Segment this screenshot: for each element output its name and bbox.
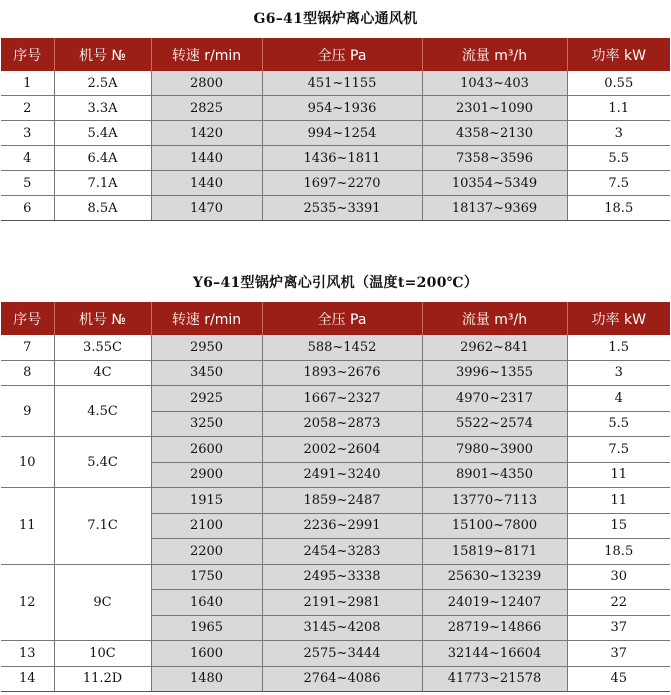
table-row [1,488,670,514]
cell-col-pressure: 588~1452 [262,335,422,360]
cell-col-model: 3.55C [54,335,151,360]
cell-col-no: 11 [1,488,54,565]
cell-col-no: 7 [1,335,54,360]
cell-col-no: 8 [1,360,54,386]
cell-col-pressure: 451~1155 [262,71,422,96]
cell-col-pressure: 1667~2327 [262,386,422,412]
cell-col-pressure: 2002~2604 [262,437,422,463]
cell-col-power: 3 [567,360,670,386]
cell-col-model: 10C [54,641,151,667]
cell-col-pressure: 1697~2270 [262,171,422,196]
cell-col-no: 1 [1,71,54,96]
cell-col-flow: 28719~14866 [422,615,567,641]
cell-col-no: 3 [1,121,54,146]
cell-col-speed: 3450 [151,360,262,386]
table2-title: Y6–41型锅炉离心引风机（温度t=200℃） [192,275,479,291]
header-col-power: 功率 kW [567,302,670,335]
cell-col-pressure: 1893~2676 [262,360,422,386]
cell-col-model: 5.4C [54,437,151,488]
cell-col-model: 5.4A [54,121,151,146]
cell-col-no: 10 [1,437,54,488]
cell-col-pressure: 2764~4086 [262,666,422,692]
cell-col-pressure: 2491~3240 [262,462,422,488]
table-row [1,96,670,121]
cell-col-flow: 24019~12407 [422,590,567,616]
cell-col-speed: 2100 [151,513,262,539]
cell-col-pressure: 1436~1811 [262,146,422,171]
cell-col-power: 1.1 [567,96,670,121]
table-row [1,121,670,146]
table-row [1,386,670,412]
cell-col-speed: 3250 [151,411,262,437]
g6-41-table [1,38,670,221]
header-col-no: 序号 [1,302,54,335]
table-row [1,641,670,667]
cell-col-speed: 2925 [151,386,262,412]
cell-col-model: 2.5A [54,71,151,96]
header-col-pressure: 全压 Pa [262,38,422,71]
cell-col-power: 4 [567,386,670,412]
table-row [1,666,670,692]
cell-col-flow: 32144~16604 [422,641,567,667]
header-col-power: 功率 kW [567,38,670,71]
cell-col-flow: 18137~9369 [422,196,567,221]
cell-col-speed: 1915 [151,488,262,514]
cell-col-flow: 4970~2317 [422,386,567,412]
y6-41-table [1,302,670,692]
cell-col-flow: 7980~3900 [422,437,567,463]
cell-col-power: 5.5 [567,146,670,171]
cell-col-flow: 41773~21578 [422,666,567,692]
cell-col-speed: 2950 [151,335,262,360]
cell-col-speed: 1420 [151,121,262,146]
cell-col-pressure: 3145~4208 [262,615,422,641]
table1-header-row [1,38,670,71]
cell-col-flow: 7358~3596 [422,146,567,171]
cell-col-no: 13 [1,641,54,667]
cell-col-flow: 25630~13239 [422,564,567,590]
cell-col-flow: 15100~7800 [422,513,567,539]
cell-col-pressure: 2191~2981 [262,590,422,616]
cell-col-speed: 2800 [151,71,262,96]
cell-col-power: 18.5 [567,196,670,221]
cell-col-power: 37 [567,615,670,641]
cell-col-power: 7.5 [567,437,670,463]
header-col-pressure: 全压 Pa [262,302,422,335]
header-col-flow: 流量 m³/h [422,38,567,71]
cell-col-speed: 1440 [151,146,262,171]
table-row [1,196,670,221]
cell-col-power: 30 [567,564,670,590]
header-col-no: 序号 [1,38,54,71]
cell-col-no: 2 [1,96,54,121]
cell-col-pressure: 994~1254 [262,121,422,146]
cell-col-pressure: 2236~2991 [262,513,422,539]
cell-col-model: 3.3A [54,96,151,121]
cell-col-pressure: 2535~3391 [262,196,422,221]
cell-col-flow: 8901~4350 [422,462,567,488]
cell-col-speed: 2200 [151,539,262,565]
cell-col-flow: 13770~7113 [422,488,567,514]
cell-col-power: 1.5 [567,335,670,360]
cell-col-flow: 2301~1090 [422,96,567,121]
cell-col-speed: 1750 [151,564,262,590]
table-row [1,71,670,96]
cell-col-flow: 3996~1355 [422,360,567,386]
cell-col-model: 6.4A [54,146,151,171]
cell-col-pressure: 2058~2873 [262,411,422,437]
header-col-model: 机号 № [54,38,151,71]
cell-col-flow: 15819~8171 [422,539,567,565]
cell-col-power: 0.55 [567,71,670,96]
header-col-model: 机号 № [54,302,151,335]
cell-col-pressure: 2575~3444 [262,641,422,667]
cell-col-speed: 1600 [151,641,262,667]
cell-col-speed: 1440 [151,171,262,196]
cell-col-flow: 1043~403 [422,71,567,96]
cell-col-pressure: 1859~2487 [262,488,422,514]
cell-col-power: 11 [567,462,670,488]
cell-col-model: 11.2D [54,666,151,692]
cell-col-power: 3 [567,121,670,146]
cell-col-flow: 5522~2574 [422,411,567,437]
cell-col-model: 7.1C [54,488,151,565]
cell-col-no: 5 [1,171,54,196]
header-col-speed: 转速 r/min [151,38,262,71]
cell-col-power: 5.5 [567,411,670,437]
cell-col-no: 4 [1,146,54,171]
cell-col-no: 12 [1,564,54,641]
cell-col-speed: 2600 [151,437,262,463]
cell-col-flow: 4358~2130 [422,121,567,146]
cell-col-speed: 2900 [151,462,262,488]
cell-col-power: 45 [567,666,670,692]
table-row [1,564,670,590]
table-row [1,146,670,171]
cell-col-flow: 10354~5349 [422,171,567,196]
table1-title: G6–41型锅炉离心通风机 [253,11,418,27]
cell-col-pressure: 954~1936 [262,96,422,121]
cell-col-no: 6 [1,196,54,221]
cell-col-model: 9C [54,564,151,641]
cell-col-pressure: 2495~3338 [262,564,422,590]
cell-col-model: 8.5A [54,196,151,221]
table-row [1,360,670,386]
cell-col-speed: 1965 [151,615,262,641]
cell-col-power: 11 [567,488,670,514]
cell-col-power: 7.5 [567,171,670,196]
table2-header-row [1,302,670,335]
cell-col-speed: 1640 [151,590,262,616]
cell-col-power: 22 [567,590,670,616]
table-row [1,437,670,463]
cell-col-model: 4.5C [54,386,151,437]
header-col-flow: 流量 m³/h [422,302,567,335]
cell-col-flow: 2962~841 [422,335,567,360]
cell-col-no: 14 [1,666,54,692]
cell-col-speed: 1480 [151,666,262,692]
cell-col-no: 9 [1,386,54,437]
cell-col-model: 4C [54,360,151,386]
cell-col-power: 37 [567,641,670,667]
table-row [1,335,670,360]
table-row [1,171,670,196]
header-col-speed: 转速 r/min [151,302,262,335]
cell-col-speed: 2825 [151,96,262,121]
cell-col-speed: 1470 [151,196,262,221]
cell-col-power: 15 [567,513,670,539]
cell-col-power: 18.5 [567,539,670,565]
cell-col-pressure: 2454~3283 [262,539,422,565]
cell-col-model: 7.1A [54,171,151,196]
